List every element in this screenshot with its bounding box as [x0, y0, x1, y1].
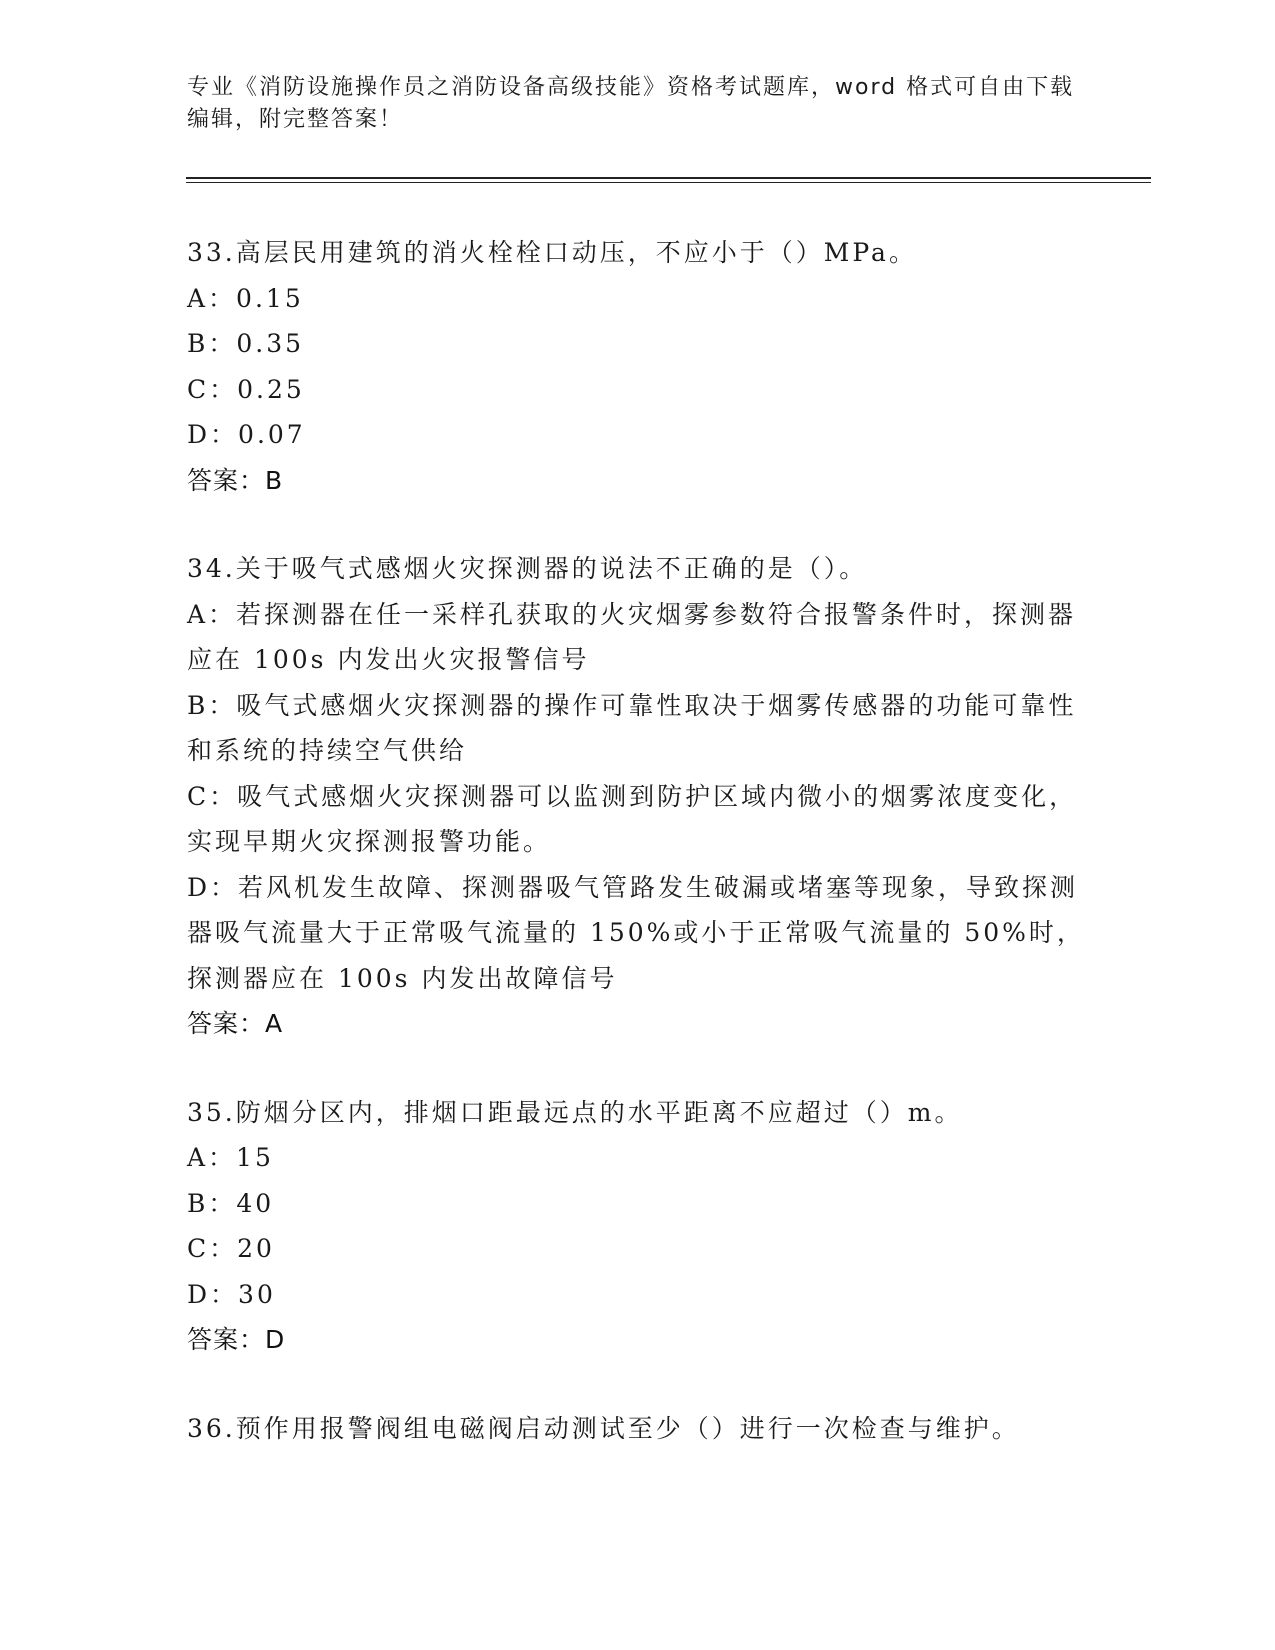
option-c: C：吸气式感烟火灾探测器可以监测到防护区域内微小的烟雾浓度变化，实现早期火灾探测报警功能。 — [187, 781, 1078, 856]
question-stem: 34.关于吸气式感烟火灾探测器的说法不正确的是（）。 — [187, 554, 868, 583]
option-a: A：0.15 — [187, 283, 304, 313]
header-rule-top — [186, 177, 1151, 179]
question-35 — [187, 1090, 1087, 1363]
answer: 答案：D — [187, 1325, 286, 1354]
option-a: A：15 — [187, 1143, 274, 1172]
question-36 — [187, 1406, 1087, 1452]
option-a: A：若探测器在任一采样孔获取的火灾烟雾参数符合报警条件时，探测器应在 100s 内发出火灾报警信号 — [187, 599, 1077, 674]
question-list — [187, 230, 1087, 1494]
document-header: 专业《消防设施操作员之消防设备高级技能》资格考试题库，word 格式可自由下载编辑，附完整答案！ — [187, 75, 1075, 132]
answer: 答案：B — [187, 465, 284, 495]
question-stem: 36.预作用报警阀组电磁阀启动测试至少（）进行一次检查与维护。 — [187, 1413, 1020, 1443]
header-rule-bottom — [186, 182, 1151, 183]
option-b: B：40 — [187, 1188, 275, 1218]
question-stem: 35.防烟分区内，排烟口距最远点的水平距离不应超过（）m。 — [187, 1097, 963, 1127]
option-d: D：30 — [187, 1279, 276, 1309]
option-c: C：0.25 — [187, 374, 305, 404]
answer: 答案：A — [187, 1009, 284, 1038]
option-b: B：吸气式感烟火灾探测器的操作可靠性取决于烟雾传感器的功能可靠性和系统的持续空气供给 — [187, 690, 1077, 765]
option-b: B：0.35 — [187, 329, 305, 358]
option-d: D：0.07 — [187, 420, 306, 449]
option-d: D：若风机发生故障、探测器吸气管路发生破漏或堵塞等现象，导致探测器吸气流量大于正常吸气流量的 150%或小于正常吸气流量的 50%时，探测器应在 100s 内发出故障信号 — [187, 872, 1085, 993]
option-c: C：20 — [187, 1234, 275, 1263]
question-34 — [187, 546, 1087, 1047]
question-stem: 33.高层民用建筑的消火栓栓口动压，不应小于（）MPa。 — [187, 238, 917, 267]
question-33 — [187, 230, 1087, 503]
